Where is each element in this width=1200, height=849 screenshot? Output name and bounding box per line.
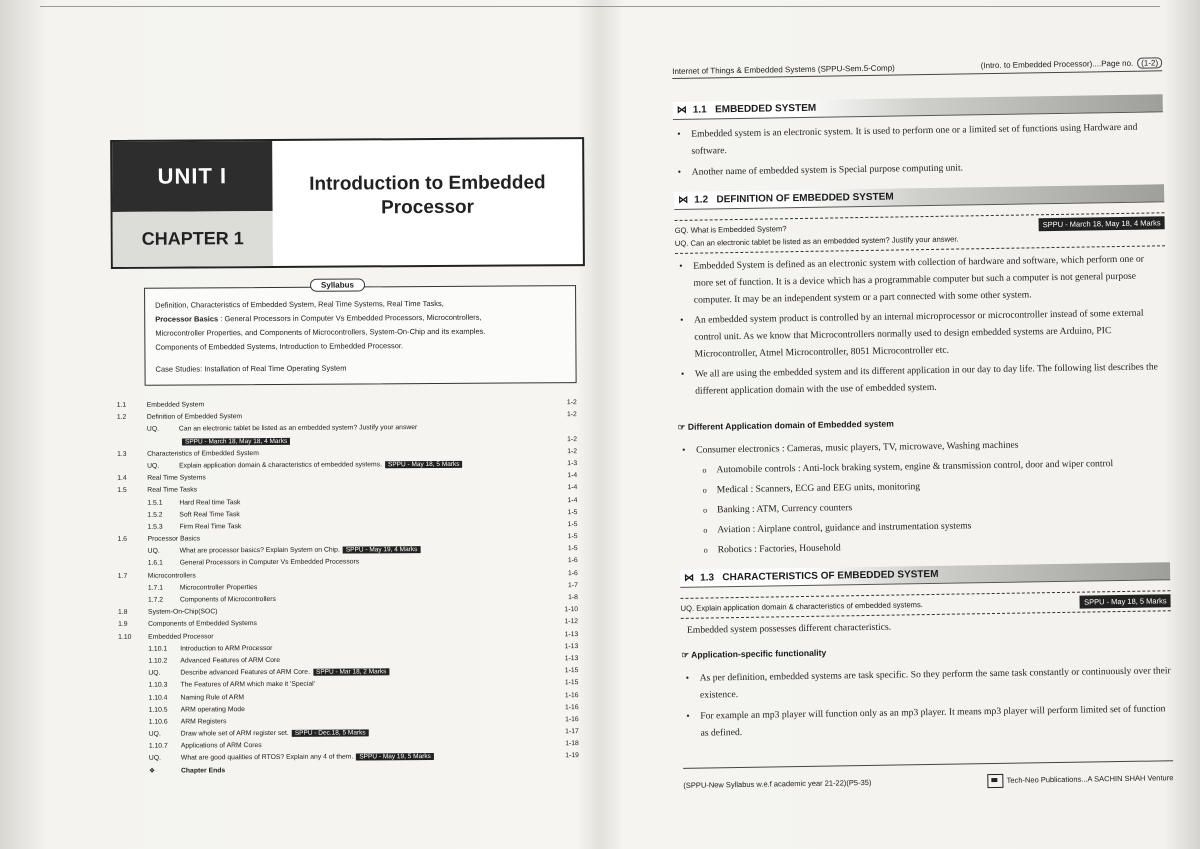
toc-title: What are good qualities of RTOS? Explain any 4 of them. <box>180 753 354 762</box>
toc-page: 1-5 <box>567 508 578 516</box>
toc-title: Characteristics of Embedded System <box>147 449 259 458</box>
bullet-item: • We all are using the embedded system and its different application in our day to day life. The following list describes the different application domain with the use of embedded system. <box>677 358 1167 400</box>
toc-number: ❖ <box>148 767 156 775</box>
sub-bullet-item: o Medical : Scanners, ECG and EEG units, monitoring <box>679 474 1169 499</box>
syllabus-pill: Syllabus <box>310 278 365 291</box>
toc-page: 1-2 <box>567 447 578 455</box>
subheading-text: Application-specific functionality <box>691 647 827 660</box>
unit-header <box>110 137 585 269</box>
toc-title: Applications of ARM Cores <box>180 742 262 750</box>
toc-page: 1-19 <box>565 752 579 760</box>
section-marker-icon: ⋈ <box>684 572 695 584</box>
toc-page: 1-8 <box>568 594 578 602</box>
toc-number: 1.3 <box>117 450 127 458</box>
toc-title: Firm Real Time Task <box>179 523 242 531</box>
toc-title: Explain application domain & characteristics of embedded systems. <box>179 461 383 470</box>
toc-page: 1-2 <box>566 411 577 419</box>
scan-edge-line <box>40 6 1160 7</box>
pointer-hand-icon: ☞ <box>681 649 692 660</box>
toc-page: 1-13 <box>564 655 579 663</box>
toc-number: 1.1 <box>116 401 127 409</box>
bullet-item: • Embedded System is defined as an electronic system with collection of hardware and software, which perform one or more set of function. It is a device which has a programmable computer but such a computer is not general purpose computer. It may be an independent system or a part connected with some other system. <box>675 250 1166 309</box>
section-heading-1-3 <box>680 562 1170 588</box>
toc-number: 1.5.2 <box>147 511 163 519</box>
toc-title: ARM operating Mode <box>180 705 245 714</box>
toc-number: 1.10.1 <box>148 645 168 653</box>
toc-number: UQ. <box>147 547 160 555</box>
toc-page: 1-4 <box>567 472 578 480</box>
toc-title: Advanced Features of ARM Core <box>180 656 281 665</box>
toc-number: UQ. <box>148 669 161 677</box>
toc-number: 1.8 <box>118 609 128 617</box>
toc-page: 1-4 <box>567 484 578 492</box>
toc-number: UQ. <box>147 462 160 470</box>
toc-row <box>119 763 579 778</box>
sub-bullet-item: o Robotics : Factories, Household <box>680 534 1170 559</box>
toc-page: 1-15 <box>564 679 579 687</box>
toc-title: Chapter Ends <box>180 766 226 775</box>
bullet-item: • As per definition, embedded systems are task specific. So they perform the same task constantly or continuously over their existence. <box>682 662 1172 704</box>
section-1-1-body <box>673 118 1164 181</box>
sppu-tag: SPPU - Mar 18, 2 Marks <box>313 668 389 675</box>
bullet-item: • Consumer electronics : Cameras, music players, TV, microwave, Washing machines <box>678 434 1168 459</box>
question-uq: UQ. Explain application domain & characteristics of embedded systems. <box>680 600 923 613</box>
toc-page: 1-5 <box>567 545 578 553</box>
publisher-name: Tech-Neo Publications...A SACHIN SHAH Venture <box>1006 773 1174 785</box>
toc-title: Hard Real time Task <box>179 498 241 507</box>
toc-text <box>181 763 545 777</box>
page-number: (1-2) <box>1137 57 1162 68</box>
toc-page: 1-6 <box>567 569 578 577</box>
toc-page: 1-2 <box>566 399 577 407</box>
toc-page: 1-16 <box>564 703 579 711</box>
subheading-asf <box>681 648 826 661</box>
toc-page: 1-5 <box>567 520 578 529</box>
right-page <box>672 52 1174 800</box>
section-number: 1.1 <box>692 104 707 116</box>
section-number: 1.3 <box>700 572 715 584</box>
toc-number: 1.10.6 <box>148 718 168 726</box>
toc-number: 1.9 <box>118 621 128 629</box>
section-marker-icon: ⋈ <box>678 194 689 206</box>
toc-page: 1-10 <box>564 606 579 614</box>
footer-right <box>988 771 1174 788</box>
sppu-tag: SPPU - May 19, 5 Marks <box>356 753 434 760</box>
unit-label: UNIT I <box>112 141 272 212</box>
sppu-tag: SPPU - May 18, 5 Marks <box>1080 594 1171 608</box>
toc-number: 1.5 <box>117 487 127 495</box>
processor-basics-label: Processor Basics <box>155 314 219 324</box>
toc-title: Real Time Systems <box>147 474 206 482</box>
section-marker-icon: ⋈ <box>676 104 687 116</box>
toc-page: 1-12 <box>564 618 579 626</box>
toc-page: 1-17 <box>565 728 579 736</box>
section-title: DEFINITION OF EMBEDDED SYSTEM <box>716 191 894 206</box>
toc-number: 1.7.2 <box>147 596 164 604</box>
toc-title: System-On-Chip(SOC) <box>147 608 218 616</box>
application-domain-list <box>678 434 1170 559</box>
section-1-3-intro <box>681 614 1171 639</box>
bullet-item: • Embedded system is an electronic system. It is used to perform one or a limited set of functions using Hardware and software. <box>673 118 1163 160</box>
question-uq: UQ. Can an electronic tablet be listed as an embedded system? Justify your answer. <box>674 234 959 248</box>
bullet-item: • For example an mp3 player will function only as an mp3 player. It means mp3 player will perform limited set of function as defined. <box>682 700 1172 742</box>
toc-number: 1.7.1 <box>147 584 164 592</box>
toc-number: 1.5.3 <box>147 523 163 531</box>
toc-number: 1.10.7 <box>148 742 168 750</box>
toc-page: 1-5 <box>567 533 578 541</box>
toc-number: 1.6.1 <box>147 560 163 568</box>
toc-title: General Processors in Computer Vs Embedded Processors <box>179 558 360 567</box>
toc-title: ARM Registers <box>180 718 227 726</box>
toc-page: 1-7 <box>568 581 578 589</box>
sub-bullet-item: o Aviation : Airplane control, guidance and instrumentation systems <box>679 514 1169 539</box>
toc-page: 1-4 <box>567 496 578 504</box>
toc-number: 1.10.2 <box>148 657 168 665</box>
asf-body <box>682 662 1173 742</box>
running-header-right <box>981 57 1163 71</box>
question-gq: GQ. What is Embedded System? <box>674 224 787 235</box>
toc-page: 1-15 <box>564 667 579 675</box>
toc-title: Can an electronic tablet be listed as an embedded system? Justify your answer <box>178 424 418 433</box>
chapter-title <box>277 171 577 221</box>
chapter-title-line1: Introduction to Embedded <box>309 172 546 195</box>
toc-title: Components of Microcontrollers <box>179 595 276 604</box>
section-title: EMBEDDED SYSTEM <box>714 102 817 116</box>
toc-title: Microcontrollers <box>147 572 196 580</box>
toc-title: Embedded System <box>146 401 205 409</box>
toc-number: 1.4 <box>117 474 127 483</box>
toc-title: What are processor basics? Explain System on Chip. <box>179 546 340 555</box>
sub-bullet-item: o Banking : ATM, Currency counters <box>679 494 1169 519</box>
toc-number: 1.10.5 <box>148 706 168 714</box>
syllabus-line-rest: : General Processors in Computer Vs Embedded Processors, Microcontrollers, <box>218 312 482 324</box>
sppu-tag: SPPU - Dec.18, 5 Marks <box>292 729 369 736</box>
syllabus-line: Microcontroller Properties, and Components of Microcontrollers, System-On-Chip and its examples. <box>155 326 486 338</box>
toc-title: Soft Real Time Task <box>179 510 240 519</box>
publisher-logo-icon <box>988 774 1004 788</box>
running-header-left: Internet of Things & Embedded Systems (SPPU-Sem.5-Comp) <box>672 63 895 76</box>
toc-title: Naming Rule of ARM <box>180 693 245 702</box>
paragraph: Embedded system possesses different characteristics. <box>686 621 892 636</box>
toc-page: 1-6 <box>567 557 578 565</box>
toc-title: Draw whole set of ARM register set. <box>180 729 289 738</box>
toc-title: Describe advanced Features of ARM Core. <box>180 668 311 677</box>
toc-page: 1-18 <box>565 740 579 748</box>
toc-page: 1-3 <box>567 460 578 468</box>
page-footer <box>683 760 1173 790</box>
subheading-text: Different Application domain of Embedded system <box>687 418 894 432</box>
chapter-title-line2: Processor <box>381 196 475 219</box>
toc-page: 1-16 <box>564 691 579 699</box>
syllabus-box <box>144 280 577 386</box>
toc-number: UQ. <box>148 730 161 738</box>
subheading-application-domain <box>678 419 894 433</box>
toc-number: 1.10 <box>118 633 132 641</box>
sppu-tag: SPPU - March 18, May 18, 4 Marks <box>182 437 290 445</box>
sppu-tag: SPPU - May 18, 5 Marks <box>385 461 463 468</box>
toc-page: 1-16 <box>565 715 579 724</box>
toc-number: 1.10.3 <box>148 681 168 690</box>
toc-number: UQ. <box>148 755 162 763</box>
section-number: 1.2 <box>694 194 709 206</box>
table-of-contents <box>117 397 579 778</box>
toc-title: Definition of Embedded System <box>146 413 243 421</box>
toc-title: Microcontroller Properties <box>179 583 258 592</box>
syllabus-text <box>155 296 567 355</box>
section-heading-1-2 <box>674 184 1164 210</box>
section-heading-1-1 <box>673 94 1163 120</box>
toc-page: 1-13 <box>564 642 579 650</box>
toc-title: Components of Embedded Systems <box>148 620 257 629</box>
footer-left: (SPPU-New Syllabus w.e.f academic year 21-22)(P5-35) <box>683 777 872 790</box>
chapter-label: CHAPTER 1 <box>113 211 273 267</box>
toc-number: 1.10.4 <box>148 694 168 702</box>
bullet-item: • An embedded system product is controlled by an internal microprocessor or microcontroller instead of some external control unit. As we know that Microcontrollers normally used to design embedded systems are Arduino, PIC Microcontroller, Atmel Microcontroller, 8051 Microcontroller etc. <box>676 304 1167 363</box>
bullet-item: • Another name of embedded system is Special purpose computing unit. <box>674 156 1164 181</box>
sppu-tag: SPPU - May 19, 4 Marks <box>343 546 421 553</box>
toc-title: Introduction to ARM Processor <box>180 644 273 653</box>
section-1-2-body <box>675 250 1167 400</box>
toc-title: Embedded Processor <box>148 632 214 641</box>
question-box <box>675 212 1165 254</box>
toc-number: 1.7 <box>117 572 128 580</box>
running-header-section: (Intro. to Embedded Processor)....Page no. <box>980 58 1134 71</box>
left-page <box>105 115 609 808</box>
syllabus-line: Components of Embedded Systems, Introduction to Embedded Processor. <box>155 341 404 352</box>
toc-title: The Features of ARM which make it 'Special' <box>180 681 315 689</box>
toc-page: 1-2 <box>567 435 577 443</box>
sub-bullet-item: o Automobile controls : Anti-lock braking system, engine & transmission control, door and wiper control <box>678 454 1168 479</box>
section-title: CHARACTERISTICS OF EMBEDDED SYSTEM <box>722 568 939 584</box>
pointer-hand-icon: ☞ <box>677 421 688 432</box>
toc-number: 1.2 <box>116 414 127 422</box>
sppu-tag: SPPU - March 18, May 18, 4 Marks <box>1039 216 1165 231</box>
toc-number: UQ. <box>146 426 160 434</box>
toc-number: 1.6 <box>117 535 128 543</box>
syllabus-case-study: Case Studies: Installation of Real Time Operating System <box>155 363 347 374</box>
toc-page: 1-13 <box>564 630 579 638</box>
toc-title: Real Time Tasks <box>147 486 198 495</box>
syllabus-line: Definition, Characteristics of Embedded System, Real Time Systems, Real Time Tasks, <box>155 298 444 310</box>
toc-number: 1.5.1 <box>147 499 163 507</box>
toc-title: Processor Basics <box>147 535 201 543</box>
